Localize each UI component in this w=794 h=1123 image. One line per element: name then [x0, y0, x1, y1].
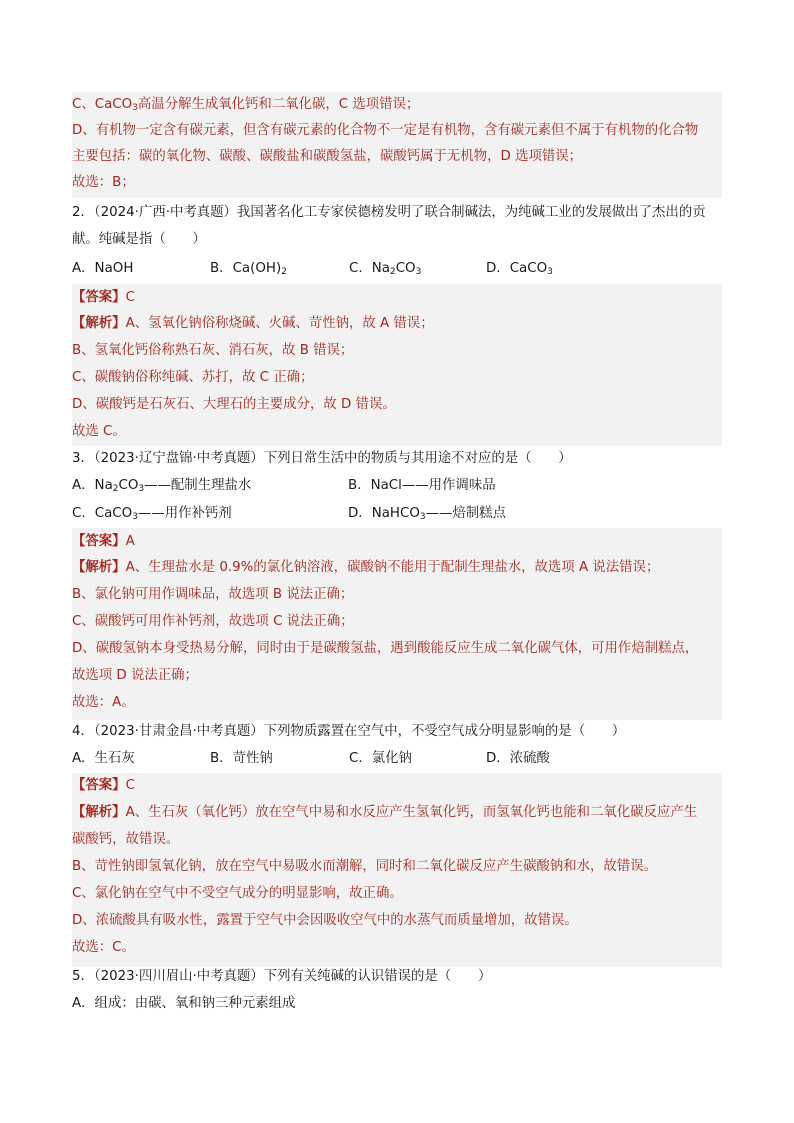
analysis-line: 故选项 D 说法正确；	[72, 663, 722, 689]
analysis-line: 主要包括：碳的氧化物、碳酸、碳酸盐和碳酸氢盐，碳酸钙属于无机物，D 选项错误；	[72, 144, 722, 170]
option-a: A．NaOH	[72, 261, 134, 276]
analysis-line: C、氯化钠在空气中不受空气成分的明显影响，故正确。	[72, 881, 722, 907]
analysis-line: C、碳酸钠俗称纯碱、苏打，故 C 正确；	[72, 365, 722, 391]
question-2-stem: 献。纯碱是指（ ）	[72, 232, 206, 247]
option-d: D．NaHCO$_3$——焙制糕点	[348, 506, 506, 522]
analysis-line: B、苛性钠即氢氧化钠，放在空气中易吸水而潮解，同时和二氧化碳反应产生碳酸钠和水，故错误。	[72, 854, 722, 880]
analysis-line: 【解析】A、氢氧化钠俗称烧碱、火碱、苛性钠，故 A 错误；	[72, 311, 722, 337]
question-4-stem: 4．（2023·甘肃金昌·中考真题）下列物质露置在空气中，不受空气成分明显影响的是（ ）	[72, 724, 626, 739]
analysis-line: D、有机物一定含有碳元素，但含有碳元素的化合物不一定是有机物，含有碳元素但不属于有机物的化合物	[72, 118, 722, 144]
question-5-option-a: A．组成：由碳、氧和钠三种元素组成	[72, 996, 296, 1011]
analysis-line: 【解析】A、生理盐水是 0.9%的氯化钠溶液，碳酸钠不能用于配制生理盐水，故选项 A 说法错误；	[72, 555, 722, 581]
option-a: A．$Na_2CO_3——$配制生理盐水	[72, 478, 252, 494]
option-b: B．NaCl——用作调味品	[348, 478, 496, 493]
question-3-stem: 3．（2023·辽宁盘锦·中考真题）下列日常生活中的物质与其用途不对应的是（ ）	[72, 451, 572, 466]
option-b: B．苛性钠	[210, 751, 273, 766]
answer-line: 【答案】C	[72, 285, 722, 311]
analysis-line: 故选 C。	[72, 419, 722, 445]
option-c: C．氯化钠	[349, 751, 412, 766]
question-4-options	[72, 746, 722, 772]
analysis-line: D、碳酸氢钠本身受热易分解，同时由于是碳酸氢盐，遇到酸能反应生成二氧化碳气体，可用作焙制糕点，	[72, 636, 722, 662]
option-a: A．生石灰	[72, 751, 135, 766]
question-5-stem: 5．（2023·四川眉山·中考真题）下列有关纯碱的认识错误的是（ ）	[72, 969, 492, 984]
option-c: C．$Na_2CO_3$	[349, 261, 422, 277]
analysis-line: 故选：A。	[72, 690, 722, 716]
answer-line: 【答案】C	[72, 773, 722, 799]
option-d: D．浓硫酸	[486, 751, 550, 766]
analysis-line: 故选：B；	[72, 170, 722, 196]
analysis-line: C、碳酸钙可用作补钙剂，故选项 C 说法正确；	[72, 609, 722, 635]
analysis-line: 碳酸钙，故错误。	[72, 827, 722, 853]
analysis-line: B、氯化钠可用作调味品，故选项 B 说法正确；	[72, 582, 722, 608]
analysis-line: D、碳酸钙是石灰石、大理石的主要成分，故 D 错误。	[72, 392, 722, 418]
analysis-line: D、浓硫酸具有吸水性，露置于空气中会因吸收空气中的水蒸气而质量增加，故错误。	[72, 908, 722, 934]
question-3-options-row1	[72, 473, 722, 499]
analysis-line: B、氢氧化钙俗称熟石灰、消石灰，故 B 错误；	[72, 338, 722, 364]
option-b: B．$Ca(OH)_2$	[210, 261, 287, 277]
answer-line: 【答案】A	[72, 529, 722, 555]
option-c: C．CaCO$_3$——用作补钙剂	[72, 506, 232, 522]
analysis-line: 【解析】A、生石灰（氧化钙）放在空气中易和水反应产生氢氧化钙，而氢氧化钙也能和二氧化碳反应产生	[72, 800, 722, 826]
question-3-options-row2	[72, 501, 722, 527]
question-2-options	[72, 256, 722, 282]
option-d: D．CaCO$_3$	[486, 261, 553, 277]
question-2-stem: 2．（2024·广西·中考真题）我国著名化工专家侯德榜发明了联合制碱法，为纯碱工业的发展做出了杰出的贡	[72, 205, 706, 220]
analysis-line: C、CaCO$_3$高温分解生成氧化钙和二氧化碳，C 选项错误；	[72, 92, 722, 118]
analysis-line: 故选：C。	[72, 935, 722, 961]
